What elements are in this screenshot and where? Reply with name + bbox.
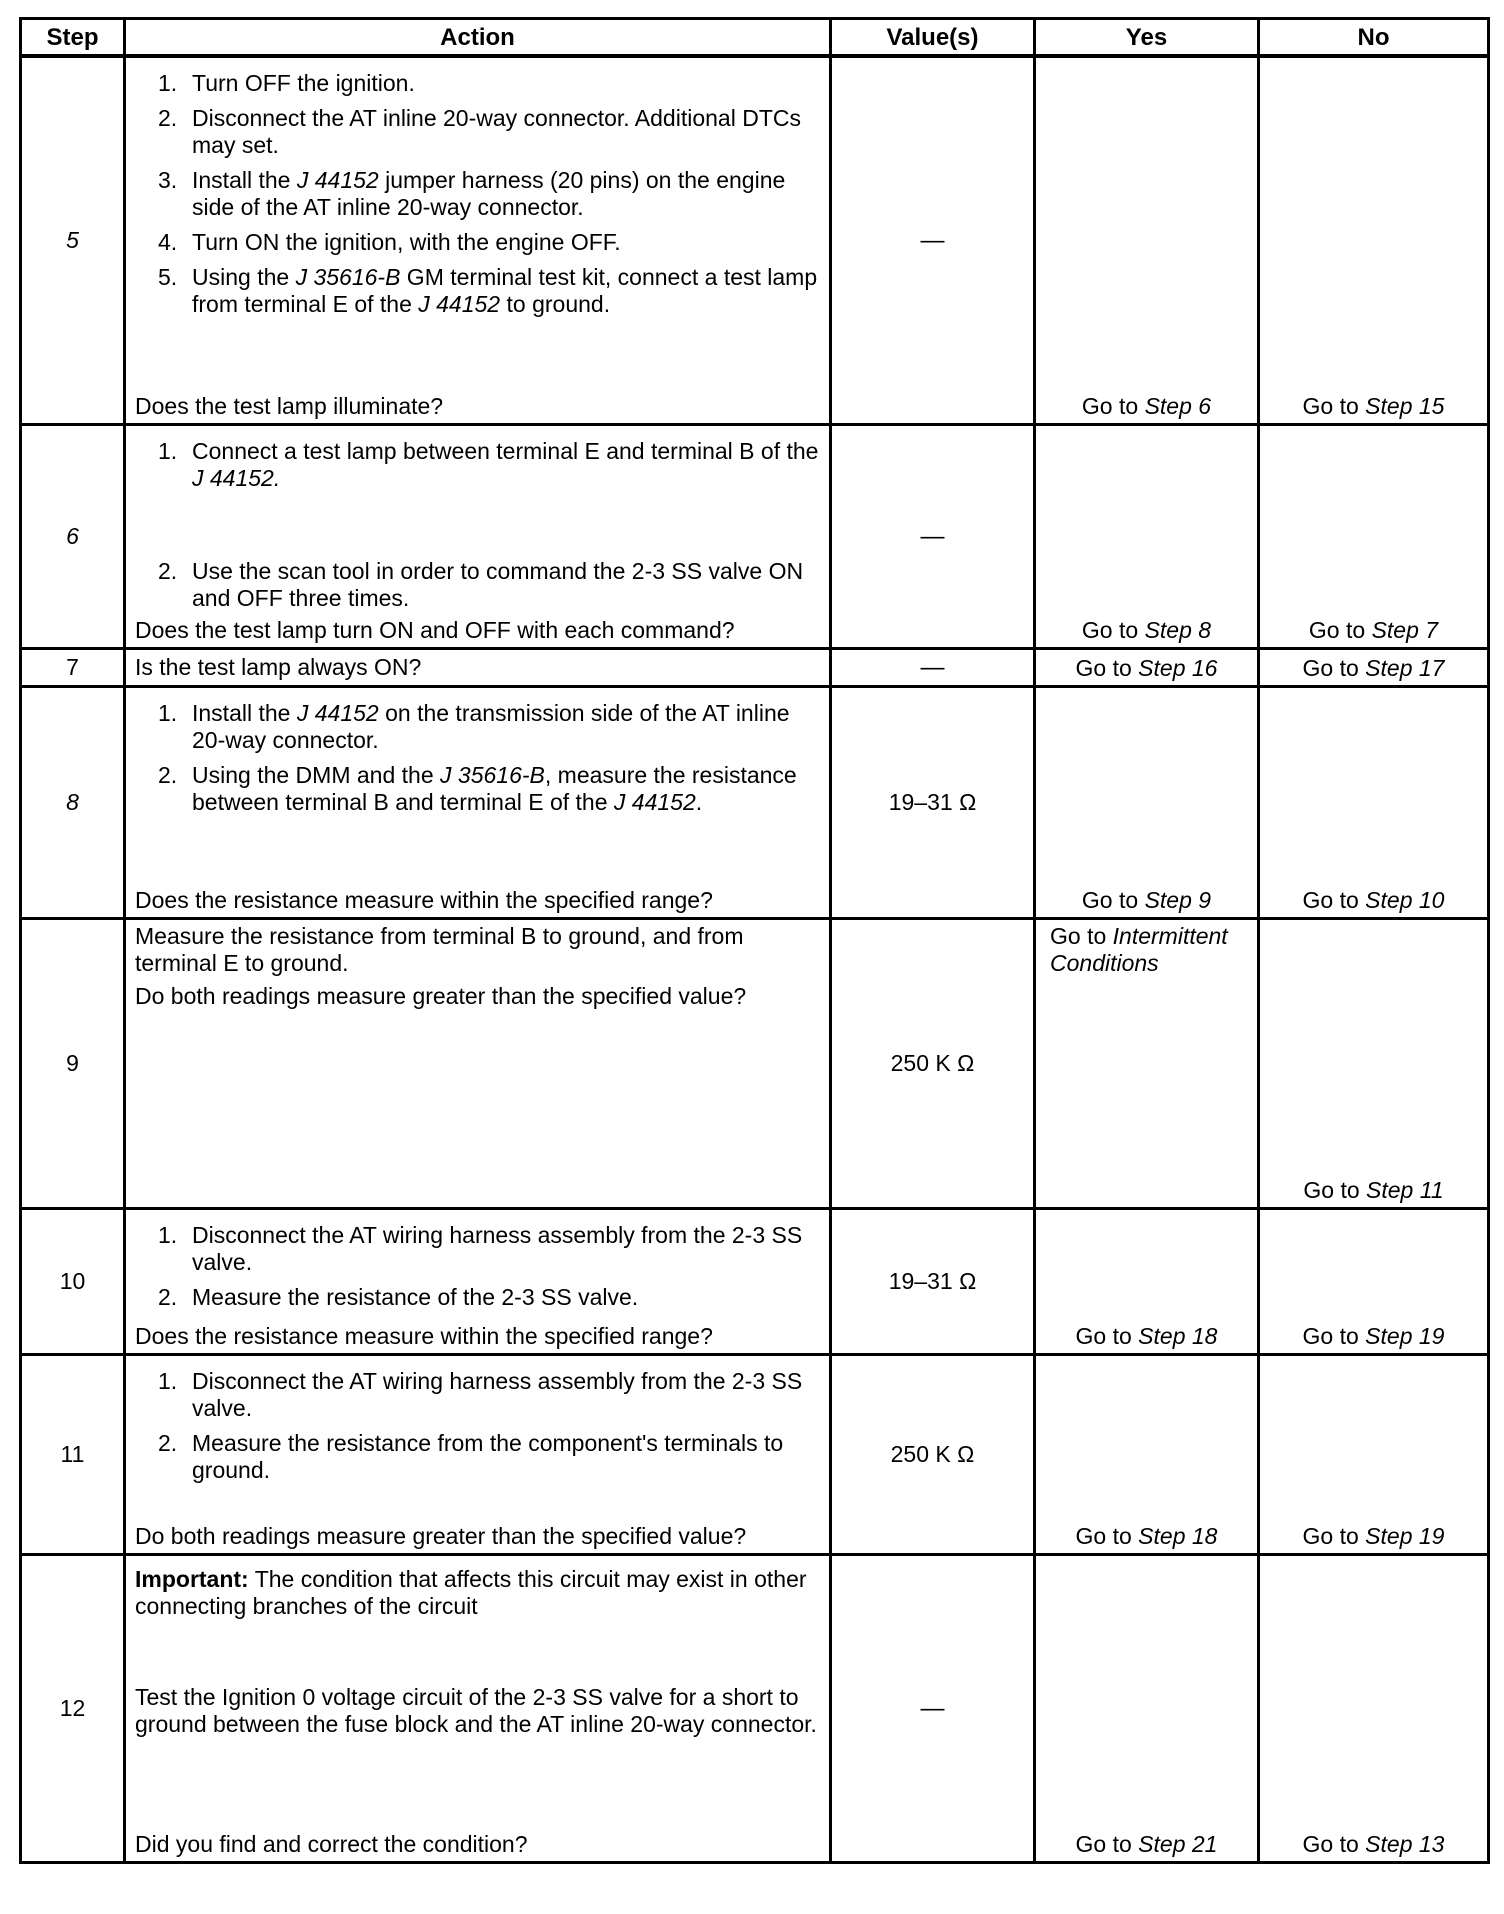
instruction: 2. Disconnect the AT inline 20-way connector. Additional DTCs may set. xyxy=(158,105,801,158)
value-cell: — xyxy=(831,424,1035,648)
instruction: 1. Disconnect the AT wiring harness assembly from the 2-3 SS valve. xyxy=(158,1367,803,1421)
instruction: 2. Using the DMM and the J 35616-B, measure the resistance between terminal B and terminal E of the J 44152. xyxy=(158,761,797,815)
yes-goto[interactable]: Go to Step 16 xyxy=(1075,654,1218,681)
diagnostic-table xyxy=(19,17,1490,1864)
yes-cell xyxy=(1035,648,1259,686)
value-cell: 250 K Ω xyxy=(831,918,1035,1208)
question: Do both readings measure greater than the specified value? xyxy=(135,982,747,1009)
step-number: 10 xyxy=(21,1208,125,1354)
table-row xyxy=(21,56,1489,424)
action-cell xyxy=(125,648,831,686)
table-row xyxy=(21,424,1489,648)
no-goto[interactable]: Go to Step 7 xyxy=(1308,616,1439,643)
action-cell xyxy=(125,918,831,1208)
instruction: 4. Turn ON the ignition, with the engine OFF. xyxy=(158,229,621,255)
action-cell xyxy=(125,1354,831,1554)
tool-ref: J 44152 xyxy=(296,167,379,193)
no-cell xyxy=(1259,1554,1489,1862)
instruction: 1. Install the J 44152 on the transmission side of the AT inline 20-way connector. xyxy=(158,699,790,753)
yes-goto[interactable]: Go to Step 8 xyxy=(1081,616,1212,643)
tool-ref: J 35616-B xyxy=(440,761,545,788)
no-cell xyxy=(1259,56,1489,424)
header-step: Step xyxy=(21,19,125,57)
no-goto[interactable]: Go to Step 13 xyxy=(1302,1830,1445,1857)
no-cell xyxy=(1259,686,1489,918)
action-cell xyxy=(125,1554,831,1862)
instruction: Test the Ignition 0 voltage circuit of the 2-3 SS valve for a short to ground between the fuse block and the AT inline 20-way connector. xyxy=(135,1683,817,1737)
yes-cell xyxy=(1035,1208,1259,1354)
no-cell xyxy=(1259,1354,1489,1554)
step-number: 6 xyxy=(21,424,125,648)
instruction: 1. Disconnect the AT wiring harness assembly from the 2-3 SS valve. xyxy=(158,1221,803,1275)
no-goto[interactable]: Go to Step 15 xyxy=(1302,392,1445,419)
yes-goto[interactable]: Go to Intermittent Conditions xyxy=(1050,922,1228,976)
tool-ref: J 44152 xyxy=(418,291,501,317)
action-cell xyxy=(125,686,831,918)
no-cell xyxy=(1259,918,1489,1208)
value-cell: 250 K Ω xyxy=(831,1354,1035,1554)
instruction: 1. Connect a test lamp between terminal E and terminal B of the J 44152. xyxy=(158,437,819,491)
header-no: No xyxy=(1259,19,1489,57)
yes-cell xyxy=(1035,686,1259,918)
table-row xyxy=(21,648,1489,686)
instruction: 1. Turn OFF the ignition. xyxy=(158,70,415,96)
instruction: 2. Use the scan tool in order to command the 2-3 SS valve ON and OFF three times. xyxy=(158,557,804,611)
table-row xyxy=(21,686,1489,918)
instruction: 2. Measure the resistance of the 2-3 SS valve. xyxy=(158,1283,639,1310)
value-cell: — xyxy=(831,1554,1035,1862)
step-number: 8 xyxy=(21,686,125,918)
question: Does the test lamp turn ON and OFF with each command? xyxy=(135,616,735,643)
value-cell: — xyxy=(831,56,1035,424)
no-cell xyxy=(1259,648,1489,686)
tool-ref: J 35616-B xyxy=(295,264,401,290)
question: Does the resistance measure within the specified range? xyxy=(135,1322,713,1349)
table-row xyxy=(21,1554,1489,1862)
no-cell xyxy=(1259,1208,1489,1354)
value-cell: 19–31 Ω xyxy=(831,686,1035,918)
instruction: 2. Measure the resistance from the component's terminals to ground. xyxy=(158,1429,784,1483)
table-row xyxy=(21,1354,1489,1554)
instruction: 5. Using the J 35616-B GM terminal test kit, connect a test lamp from terminal E of the J 44152 to ground. xyxy=(158,264,818,317)
instruction: Measure the resistance from terminal B to ground, and from terminal E to ground. xyxy=(135,922,744,976)
value-cell: — xyxy=(831,648,1035,686)
yes-cell xyxy=(1035,1354,1259,1554)
yes-goto[interactable]: Go to Step 6 xyxy=(1081,392,1212,419)
question: Does the resistance measure within the specified range? xyxy=(135,886,713,913)
table-row xyxy=(21,1208,1489,1354)
step-number: 9 xyxy=(21,918,125,1208)
yes-goto[interactable]: Go to Step 18 xyxy=(1075,1522,1218,1549)
yes-goto[interactable]: Go to Step 18 xyxy=(1075,1322,1218,1349)
step-number: 7 xyxy=(21,648,125,686)
yes-goto[interactable]: Go to Step 9 xyxy=(1081,886,1212,913)
yes-goto[interactable]: Go to Step 21 xyxy=(1075,1830,1218,1857)
no-goto[interactable]: Go to Step 10 xyxy=(1302,886,1445,913)
action-cell xyxy=(125,56,831,424)
yes-cell xyxy=(1035,918,1259,1208)
yes-cell xyxy=(1035,56,1259,424)
value-cell: 19–31 Ω xyxy=(831,1208,1035,1354)
yes-cell xyxy=(1035,1554,1259,1862)
step-number: 12 xyxy=(21,1554,125,1862)
question: Is the test lamp always ON? xyxy=(135,653,422,680)
question: Did you find and correct the condition? xyxy=(135,1830,528,1857)
yes-cell xyxy=(1035,424,1259,648)
no-goto[interactable]: Go to Step 17 xyxy=(1302,654,1445,681)
no-goto[interactable]: Go to Step 19 xyxy=(1302,1322,1445,1349)
header-yes: Yes xyxy=(1035,19,1259,57)
no-cell xyxy=(1259,424,1489,648)
instruction: 3. Install the J 44152 jumper harness (20 pins) on the engine side of the AT inline 20-way connector. xyxy=(158,167,786,220)
step-number: 5 xyxy=(21,56,125,424)
no-goto[interactable]: Go to Step 11 xyxy=(1303,1176,1444,1203)
tool-ref: J 44152 xyxy=(296,699,379,726)
important-note: Important: The condition that affects this circuit may exist in other connecting branches of the circuit xyxy=(135,1565,807,1619)
header-action: Action xyxy=(125,19,831,57)
header-values: Value(s) xyxy=(831,19,1035,57)
tool-ref: J 44152. xyxy=(192,464,281,491)
step-number: 11 xyxy=(21,1354,125,1554)
question: Does the test lamp illuminate? xyxy=(135,392,444,419)
header-row xyxy=(21,19,1489,57)
tool-ref: J 44152 xyxy=(613,788,696,815)
table-row xyxy=(21,918,1489,1208)
question: Do both readings measure greater than the specified value? xyxy=(135,1522,747,1549)
action-cell xyxy=(125,1208,831,1354)
action-cell xyxy=(125,424,831,648)
no-goto[interactable]: Go to Step 19 xyxy=(1302,1522,1445,1549)
